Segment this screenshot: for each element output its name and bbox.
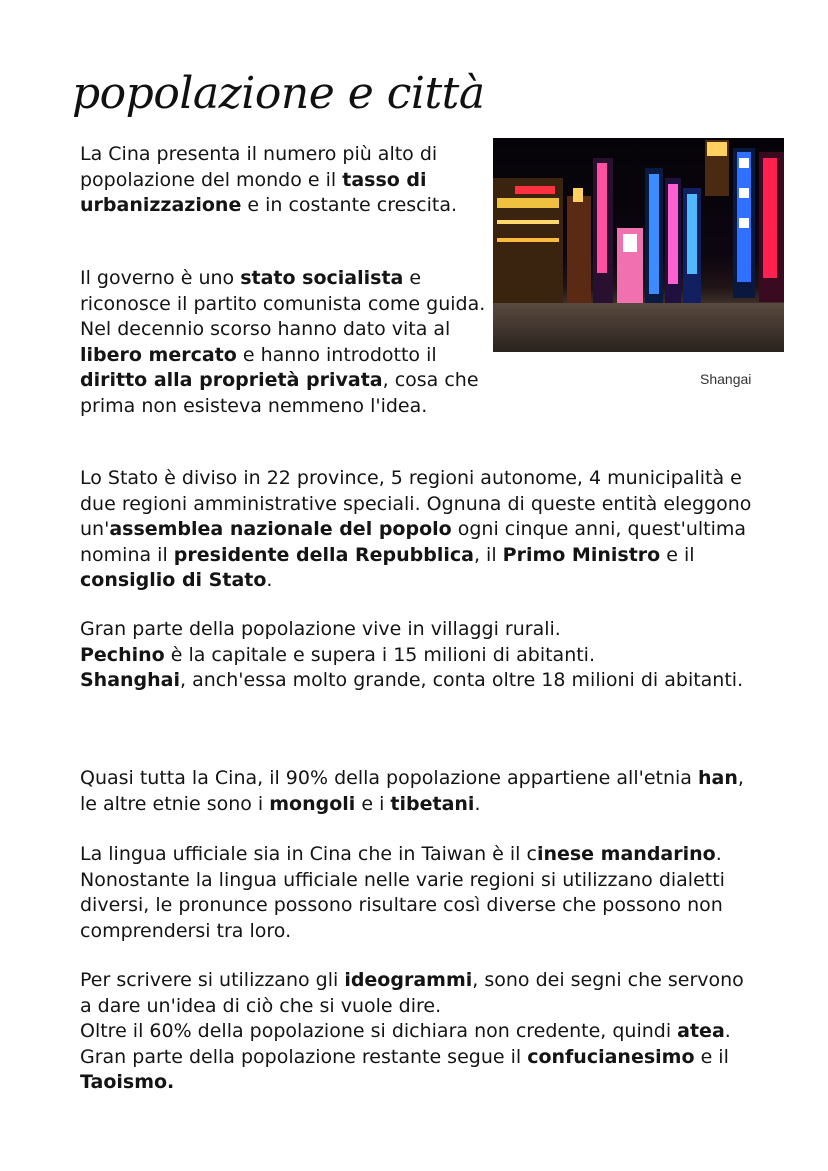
bold-term: assemblea nazionale del popolo (109, 518, 452, 540)
bold-term: Pechino (80, 643, 165, 666)
text-run: , le altre etnie sono i (80, 767, 744, 815)
text-run: Il governo è uno (80, 267, 241, 289)
text-run: Oltre il 60% della popolazione si dichiara non credente, quindi (80, 1020, 678, 1042)
paragraph-citta (80, 617, 760, 694)
text-run: , cosa che prima non esisteva nemmeno l'idea. (80, 369, 479, 417)
text-run: , anch'essa molto grande, conta oltre 18 milioni di abitanti. (180, 669, 744, 691)
text-run: e hanno introdotto il (236, 343, 437, 366)
text-run: e in costante crescita. (241, 194, 458, 216)
bold-term: ideogrammi (344, 969, 473, 991)
paragraph-stato (80, 466, 760, 594)
bold-term: Shanghai (80, 669, 181, 691)
text-run: è la capitale e supera i 15 milioni di abitanti. (164, 643, 596, 666)
text-run: La lingua ufficiale sia in Cina che in Taiwan è il c (80, 843, 537, 865)
text-run: Quasi tutta la Cina, il 90% della popolazione appartiene all'etnia (80, 767, 698, 789)
paragraph-urbanizzazione (80, 142, 490, 219)
paragraph-religione (80, 968, 760, 1096)
text-run: , sono dei segni che servono a dare un'idea di ciò che si vuole dire. (80, 969, 744, 1017)
bold-term: atea (677, 1020, 725, 1042)
bold-term: Primo Ministro (502, 543, 661, 566)
text-run: e i (355, 792, 391, 815)
page-title: popolazione e città (72, 68, 485, 119)
text-run: . Nonostante la lingua ufficiale nelle varie regioni si utilizzano dialetti diversi, le pronunce possono risultare così diverse che possono non comprendersi tra loro. (80, 843, 725, 942)
shanghai-photo (493, 138, 784, 352)
bold-term: tasso di urbanizzazione (80, 168, 427, 216)
text-run: e il (660, 543, 695, 566)
bold-term: inese mandarino (536, 843, 716, 865)
text-run: Gran parte della popolazione vive in villaggi rurali. (80, 618, 561, 640)
text-run: , il (473, 543, 503, 566)
bold-term: tibetani (390, 792, 475, 815)
text-run: Lo Stato è diviso in 22 province, 5 regioni autonome, 4 municipalità e due regioni amministrative speciali. Ognuna di queste entità eleggono un' (80, 467, 752, 540)
bold-term: mongoli (269, 792, 356, 815)
text-run: ogni cinque anni, quest'ultima nomina il (80, 518, 747, 566)
paragraph-lingua (80, 842, 760, 944)
bold-term: consiglio di Stato (80, 569, 267, 591)
text-run: . Gran parte della popolazione restante segue il (80, 1020, 731, 1068)
bold-term: han (697, 767, 738, 789)
bold-term: diritto alla proprietà privata (80, 369, 383, 391)
photo-caption: Shangai (700, 371, 752, 387)
bold-term: presidente della Repubblica (173, 543, 474, 566)
text-run: e il (694, 1045, 729, 1068)
text-run: La Cina presenta il numero più alto di popolazione del mondo e il (80, 143, 438, 191)
bold-term: Taoismo. (80, 1071, 175, 1093)
text-run: Per scrivere si utilizzano gli (80, 969, 345, 991)
bold-term: confucianesimo (527, 1045, 695, 1068)
text-run: . (474, 792, 481, 815)
bold-term: stato socialista (240, 267, 404, 289)
paragraph-governo (80, 266, 490, 419)
text-run: . (266, 569, 273, 591)
text-run: e riconosce il partito comunista come guida. Nel decennio scorso hanno dato vita al (80, 267, 486, 340)
paragraph-etnie (80, 766, 760, 817)
bold-term: libero mercato (80, 343, 237, 366)
